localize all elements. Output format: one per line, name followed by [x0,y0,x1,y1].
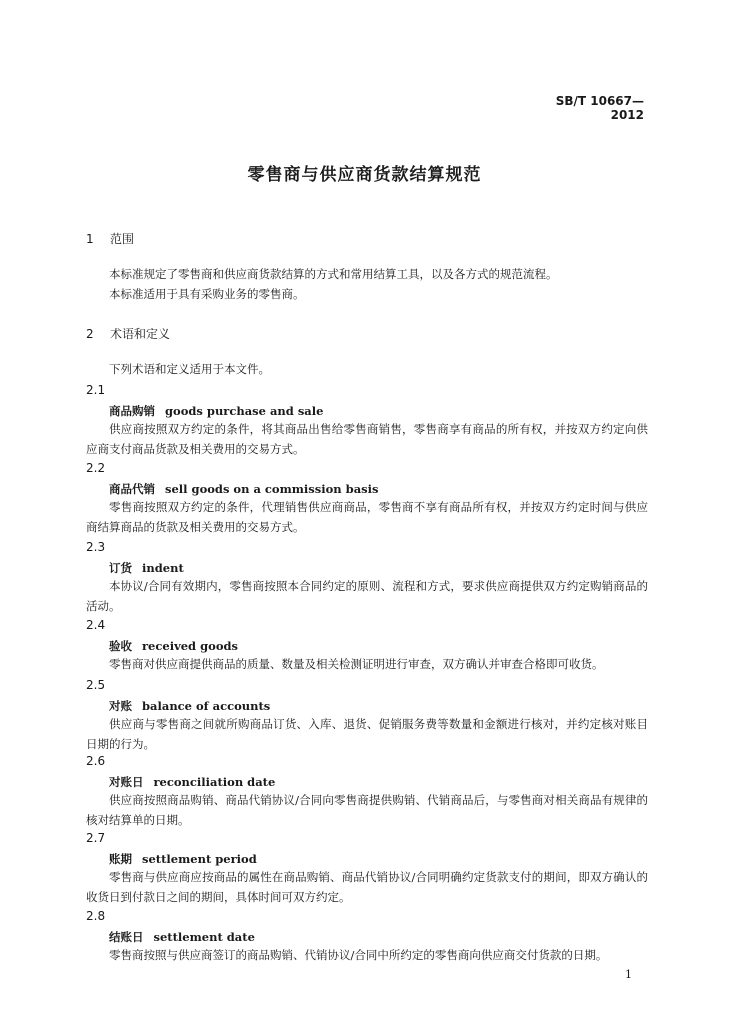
section-title: 范围 [110,232,135,246]
clause-number: 2.5 [86,678,106,692]
term-heading [109,481,378,497]
term-en: sell goods on a commission basis [165,482,379,496]
term-definition: 供应商与零售商之间就所购商品订货、入库、退货、促销服务费等数量和金额进行核对，并约定核对账目日期的行为。 [86,717,648,751]
term-en: balance of accounts [142,699,271,713]
section-heading-terms [86,325,170,342]
term-zh: 验收 [109,639,132,653]
term-heading [109,851,257,867]
term-definition: 零售商按照与供应商签订的商品购销、代销协议/合同中所约定的零售商向供应商交付货款的日期。 [109,948,608,962]
section-heading-scope [86,230,134,247]
clause-number: 2.6 [86,754,106,768]
standard-code: SB/T 10667—2012 [555,94,644,122]
term-en: reconciliation date [153,775,276,789]
term-en: settlement date [153,930,255,944]
term-zh: 订货 [109,561,132,575]
term-heading [109,929,255,945]
paragraph: 本标准规定了零售商和供应商货款结算的方式和常用结算工具，以及各方式的规范流程。 [109,267,558,281]
clause-number: 2.3 [86,540,106,554]
clause-number: 2.4 [86,618,106,632]
term-definition: 零售商按照双方约定的条件，代理销售供应商商品，零售商不享有商品所有权，并按双方约定时间与供应商结算商品的货款及相关费用的交易方式。 [86,500,648,534]
term-definition: 供应商按照商品购销、商品代销协议/合同向零售商提供购销、代销商品后，与零售商对相关商品有规律的核对结算单的日期。 [86,793,648,827]
section-number: 1 [86,232,94,246]
paragraph: 下列术语和定义适用于本文件。 [109,362,270,376]
term-definition: 零售商与供应商应按商品的属性在商品购销、商品代销协议/合同明确约定货款支付的期间，即双方确认的收货日到付款日之间的期间，具体时间可双方约定。 [86,870,648,904]
term-zh: 对账 [109,699,132,713]
term-definition: 零售商对供应商提供商品的质量、数量及相关检测证明进行审查，双方确认并审查合格即可收货。 [109,657,604,671]
section-number: 2 [86,327,94,341]
clause-number: 2.8 [86,909,106,923]
term-heading [109,698,270,714]
term-en: settlement period [142,852,257,866]
page-title: 零售商与供应商货款结算规范 [247,165,482,185]
term-heading [109,638,238,654]
term-heading [109,403,323,419]
term-heading [109,560,184,576]
term-zh: 商品代销 [109,482,155,496]
term-heading [109,774,275,790]
term-definition: 供应商按照双方约定的条件，将其商品出售给零售商销售，零售商享有商品的所有权，并按双方约定向供应商支付商品货款及相关费用的交易方式。 [86,422,648,456]
paragraph: 本标准适用于具有采购业务的零售商。 [109,287,305,301]
term-zh: 对账日 [109,775,144,789]
term-zh: 结账日 [109,930,144,944]
clause-number: 2.2 [86,461,106,475]
clause-number: 2.7 [86,831,106,845]
term-en: indent [142,561,184,575]
section-title: 术语和定义 [110,327,171,341]
term-definition: 本协议/合同有效期内，零售商按照本合同约定的原则、流程和方式，要求供应商提供双方约定购销商品的活动。 [86,579,648,613]
term-zh: 商品购销 [109,404,155,418]
term-en: goods purchase and sale [165,404,324,418]
term-en: received goods [142,639,239,653]
term-zh: 账期 [109,852,132,866]
page-number: 1 [625,968,632,981]
clause-number: 2.1 [86,383,106,397]
